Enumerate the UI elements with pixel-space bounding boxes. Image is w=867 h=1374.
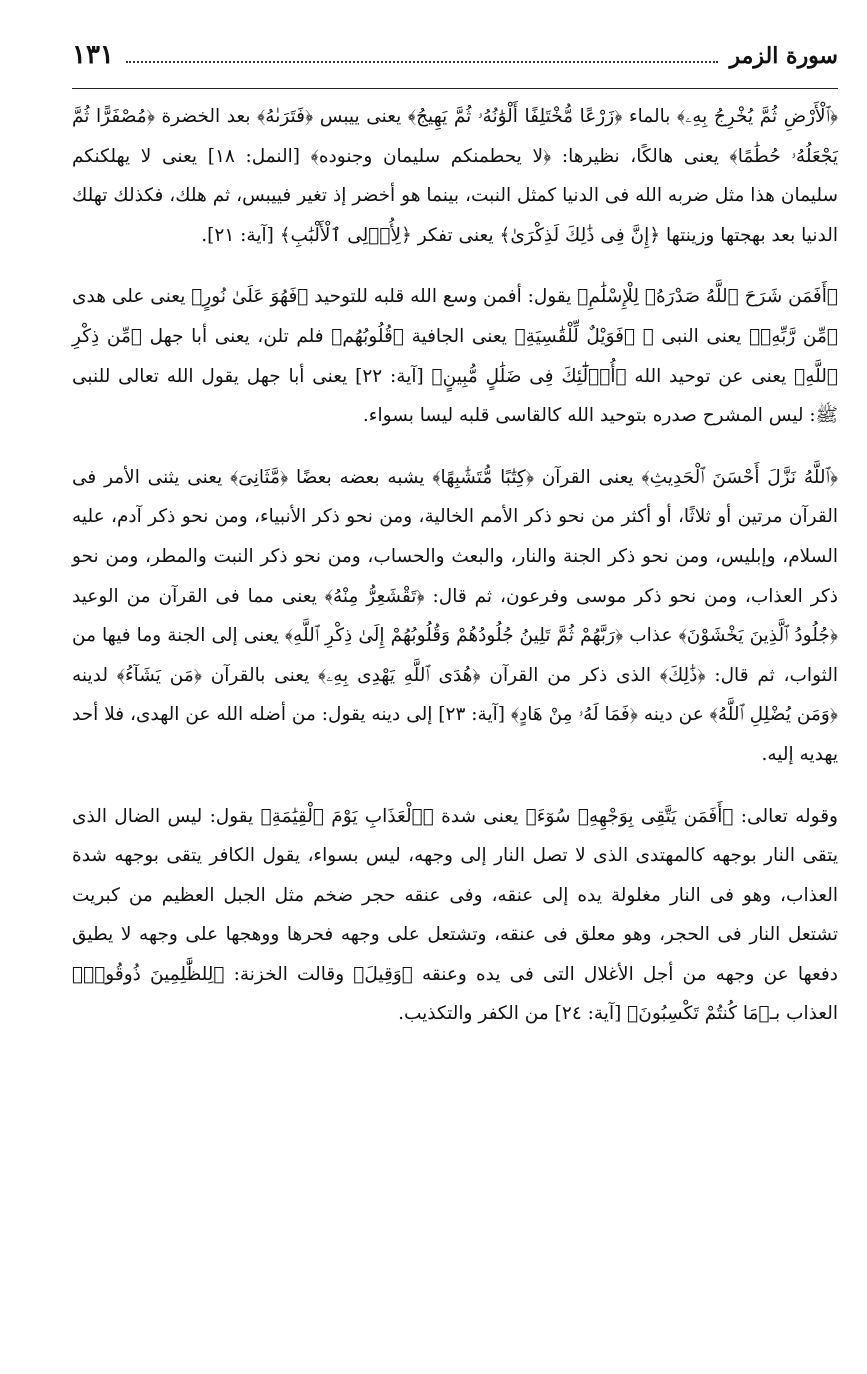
running-header: [72, 40, 838, 89]
dotted-leader: [126, 43, 718, 63]
page-number: ١٣١: [72, 40, 114, 70]
paragraph-verse-24: وقوله تعالى: ﴿أَفَمَن يَتَّقِى بِوَجْهِهِۦ سُوٓءَ﴾ يعنى شدة ﴿ٱلْعَذَابِ يَوْمَ ٱلْقِيَٰمَةِ﴾ يقول: ليس الضال الذى يتقى النار بوجهه كالمهتدى الذى لا تصل النار إلى وجهه، ليس بسواء، يقول الكافر يتقى بوجهه شدة العذاب، وهو فى النار مغلولة يده إلى عنقه، وفى عنقه حجر ضخم مثل الجبل العظيم من كبريت تشتعل النار فى الحجر، وهو معلق فى عنقه، وتشتعل على وجهه فحرها ووهجها على وجهه لا يطيق دفعها عن وجهه من أجل الأغلال التى فى يده وعنقه ﴿وَقِيلَ﴾ وقالت الخزنة: ﴿لِلظَّٰلِمِينَ ذُوقُوا۟﴾ العذاب بـ﴿مَا كُنتُمْ تَكْسِبُونَ﴾ [آية: ٢٤] من الكفر والتكذيب.: [72, 805, 838, 1025]
paragraph-verse-23: ﴿ٱللَّهُ نَزَّلَ أَحْسَنَ ٱلْحَدِيثِ﴾ يعنى القرآن ﴿كِتَٰبًا مُّتَشَٰبِهًا﴾ يشبه بعضه بعضًا ﴿مَّثَانِىَ﴾ يعنى يثنى الأمر فى القرآن مرتين أو ثلاثًا، أو أكثر من نحو ذكر الأمم الخالية، ومن نحو ذكر الأنبياء، ومن نحو ذكر آدم، عليه السلام، وإبليس، ومن نحو ذكر الجنة والنار، والبعث والحساب، ومن نحو ذكر النبت والمطر، ومن نحو ذكر العذاب، ومن نحو ذكر موسى وفرعون، ثم قال: ﴿تَقْشَعِرُّ مِنْهُ﴾ يعنى مما فى القرآن من الوعيد ﴿جُلُودُ ٱلَّذِينَ يَخْشَوْنَ﴾ عذاب ﴿رَبَّهُمْ ثُمَّ تَلِينُ جُلُودُهُمْ وَقُلُوبُهُمْ إِلَىٰ ذِكْرِ ٱللَّهِ﴾ يعنى إلى الجنة وما فيها من الثواب، ثم قال: ﴿ذَٰلِكَ﴾ الذى ذكر من القرآن ﴿هُدَى ٱللَّهِ يَهْدِى بِهِۦ﴾ يعنى بالقرآن ﴿مَن يَشَآءُ﴾ لدينه ﴿وَمَن يُضْلِلِ ٱللَّهُ﴾ عن دينه ﴿فَمَا لَهُۥ مِنْ هَادٍ﴾ [آية: ٢٣] إلى دينه يقول: من أضله الله عن الهدى، فلا أحد يهديه إليه.: [72, 466, 838, 765]
book-page: [72, 40, 838, 1034]
paragraph-verses-21: ﴿ٱلْأَرْضِ ثُمَّ يُخْرِجُ بِهِۦ﴾ بالماء ﴿زَرْعًا مُّخْتَلِفًا أَلْوَٰنُهُۥ ثُمَّ يَهِيجُ﴾ يعنى ييبس ﴿فَتَرَىٰهُ﴾ بعد الخضرة ﴿مُصْفَرًّا ثُمَّ يَجْعَلُهُۥ حُطَٰمًا﴾ يعنى هالكًا، نظيرها: ﴿لا يحطمنكم سليمان وجنوده﴾ [النمل: ١٨] يعنى لا يهلكنكم سليمان هذا مثل ضربه الله فى الدنيا كمثل النبت، بينما هو أخضر إذ تغير فييبس، ثم هلك، فكذلك تهلك الدنيا بعد بهجتها وزينتها ﴿إِنَّ فِى ذَٰلِكَ لَذِكْرَىٰ﴾ يعنى تفكر ﴿لِأُو۟لِى ٱلْأَلْبَٰبِ﴾ [آية: ٢١].: [72, 106, 838, 246]
surah-title: سورة الزمر: [729, 43, 838, 69]
commentary-body: [72, 97, 838, 1034]
paragraph-verse-22: ﴿أَفَمَن شَرَحَ ٱللَّهُ صَدْرَهُۥ لِلْإِسْلَٰمِ﴾ يقول: أفمن وسع الله قلبه للتوحيد ﴿فَهُوَ عَلَىٰ نُورٍ﴾ يعنى على هدى ﴿مِّن رَّبِّهِۦ﴾ يعنى النبى ﷺ ﴿فَوَيْلٌ لِّلْقَٰسِيَةِ﴾ يعنى الجافية ﴿قُلُوبُهُم﴾ فلم تلن، يعنى أبا جهل ﴿مِّن ذِكْرِ ٱللَّهِ﴾ يعنى عن توحيد الله ﴿أُو۟لَٰٓئِكَ فِى ضَلَٰلٍ مُّبِينٍ﴾ [آية: ٢٢] يعنى أبا جهل يقول الله تعالى للنبى ﷺ: ليس المشرح صدره بتوحيد الله كالقاسى قلبه ليسا بسواء.: [72, 286, 839, 427]
